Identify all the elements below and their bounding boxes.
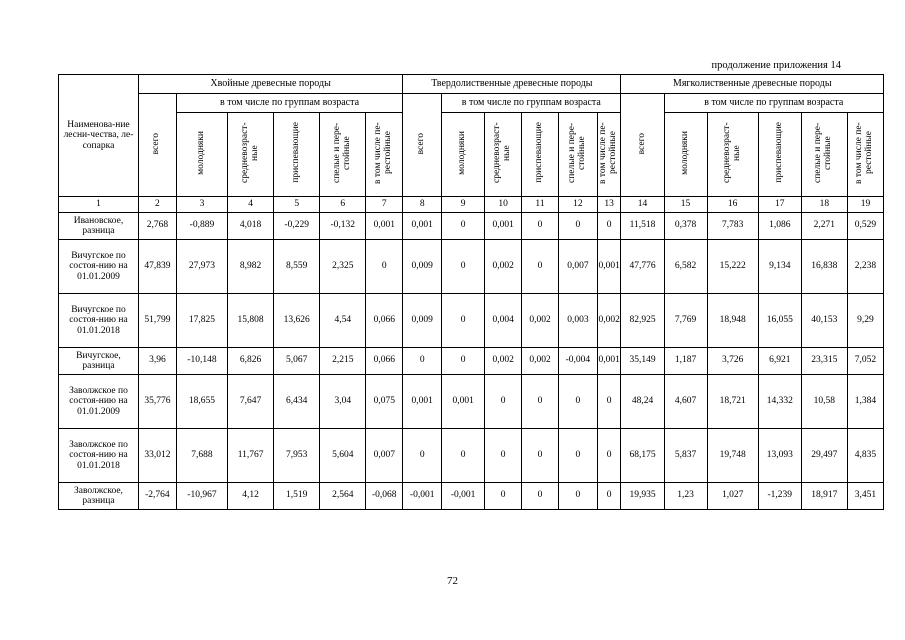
sub-header: спелые и пере-стойные (558, 113, 597, 197)
table-row (59, 483, 884, 510)
table-cell: 0 (366, 240, 403, 294)
table-cell: 1,23 (664, 483, 707, 510)
table-cell: 0 (403, 429, 442, 483)
column-number: 10 (485, 197, 522, 213)
name-col-header: Наименова-ние лесни-чества, ле-сопарка (59, 75, 139, 197)
column-number-row (59, 197, 884, 213)
table-cell: 0,066 (366, 348, 403, 375)
table-cell: 11,518 (621, 213, 664, 240)
table-cell: 48,24 (621, 375, 664, 429)
sub-header: молодняки (442, 113, 485, 197)
table-cell: 5,837 (664, 429, 707, 483)
table-cell: 0,529 (847, 213, 883, 240)
row-name: Заволжское по состоя-нию на 01.01.2009 (59, 375, 139, 429)
page-number: 72 (447, 575, 458, 587)
row-name: Вичугское, разница (59, 348, 139, 375)
table-cell: 6,826 (228, 348, 274, 375)
table-cell: 0 (442, 213, 485, 240)
table-cell: 2,238 (847, 240, 883, 294)
table-row (59, 429, 884, 483)
table-cell: 15,808 (228, 294, 274, 348)
table-cell: 1,027 (707, 483, 758, 510)
table-row (59, 348, 884, 375)
column-number: 19 (847, 197, 883, 213)
table-cell: 0,066 (366, 294, 403, 348)
sub-header: приспевающие (758, 113, 801, 197)
sub-header: спелые и пере-стойные (320, 113, 366, 197)
table-cell: 0,001 (597, 240, 621, 294)
table-cell: 1,519 (274, 483, 320, 510)
table-cell: 0 (485, 375, 522, 429)
row-name: Заволжское по состоя-нию на 01.01.2018 (59, 429, 139, 483)
column-number: 5 (274, 197, 320, 213)
table-cell: 7,783 (707, 213, 758, 240)
table-cell: 11,767 (228, 429, 274, 483)
column-number: 17 (758, 197, 801, 213)
table-cell: 3,04 (320, 375, 366, 429)
table-cell: 0 (522, 429, 559, 483)
table-cell: 0,002 (522, 294, 559, 348)
table-cell: -0,068 (366, 483, 403, 510)
table-cell: 0,002 (485, 240, 522, 294)
column-number: 4 (228, 197, 274, 213)
sub-header: в том числе пе-рестойные (597, 113, 621, 197)
table-cell: 8,559 (274, 240, 320, 294)
table-cell: 47,776 (621, 240, 664, 294)
table-cell: 0 (597, 429, 621, 483)
table-cell: 7,052 (847, 348, 883, 375)
row-name: Вичугское по состоя-нию на 01.01.2018 (59, 294, 139, 348)
total-header: всего (403, 94, 442, 197)
table-cell: 4,12 (228, 483, 274, 510)
table-cell: 16,838 (801, 240, 847, 294)
age-groups-header: в том числе по группам возраста (664, 94, 883, 113)
table-cell: -0,001 (403, 483, 442, 510)
table-cell: 3,96 (138, 348, 176, 375)
table-cell: 0 (485, 429, 522, 483)
table-cell: 0 (558, 375, 597, 429)
table-cell: 18,655 (176, 375, 227, 429)
continuation-note: продолжение приложения 14 (711, 60, 841, 71)
table-cell: 0 (442, 429, 485, 483)
column-number: 11 (522, 197, 559, 213)
table-cell: 35,776 (138, 375, 176, 429)
table-cell: 0 (597, 483, 621, 510)
age-groups-header: в том числе по группам возраста (176, 94, 402, 113)
table-cell: -10,148 (176, 348, 227, 375)
table-cell: 4,54 (320, 294, 366, 348)
table-cell: 5,067 (274, 348, 320, 375)
table-cell: 0,001 (403, 375, 442, 429)
table-row (59, 375, 884, 429)
sub-header: средневозраст-ные (485, 113, 522, 197)
table-cell: -0,132 (320, 213, 366, 240)
table-cell: 0,001 (403, 213, 442, 240)
table-cell: 3,451 (847, 483, 883, 510)
table-cell: -1,239 (758, 483, 801, 510)
table-cell: 0,009 (403, 240, 442, 294)
table-cell: 15,222 (707, 240, 758, 294)
table-cell: 35,149 (621, 348, 664, 375)
row-name: Заволжское, разница (59, 483, 139, 510)
column-number: 8 (403, 197, 442, 213)
table-cell: 29,497 (801, 429, 847, 483)
table-cell: -0,001 (442, 483, 485, 510)
table-cell: 68,175 (621, 429, 664, 483)
table-body (59, 213, 884, 510)
table-cell: 0 (442, 294, 485, 348)
table-cell: 0,007 (366, 429, 403, 483)
table-cell: 0 (522, 483, 559, 510)
table-cell: 7,688 (176, 429, 227, 483)
table-cell: 18,721 (707, 375, 758, 429)
table-cell: 13,626 (274, 294, 320, 348)
group-header-hardwood: Твердолиственные древесные породы (403, 75, 621, 94)
table-cell: 0,001 (485, 213, 522, 240)
table-cell: 0,007 (558, 240, 597, 294)
table-row (59, 213, 884, 240)
group-header-coniferous: Хвойные древесные породы (138, 75, 402, 94)
column-number: 14 (621, 197, 664, 213)
table-cell: 2,271 (801, 213, 847, 240)
group-header-softwood: Мягколиственные древесные породы (621, 75, 884, 94)
sub-header: приспевающие (522, 113, 559, 197)
sub-header: в том числе пе-рестойные (366, 113, 403, 197)
table-cell: 7,953 (274, 429, 320, 483)
table-cell: 2,768 (138, 213, 176, 240)
column-number: 15 (664, 197, 707, 213)
column-number: 6 (320, 197, 366, 213)
table-cell: 0,002 (597, 294, 621, 348)
table-cell: -0,004 (558, 348, 597, 375)
column-number: 3 (176, 197, 227, 213)
table-cell: 1,384 (847, 375, 883, 429)
total-header: всего (138, 94, 176, 197)
table-cell: 2,564 (320, 483, 366, 510)
table-cell: 47,839 (138, 240, 176, 294)
table-cell: 0 (558, 429, 597, 483)
table-cell: 13,093 (758, 429, 801, 483)
sub-header: молодняки (176, 113, 227, 197)
table-cell: 0,004 (485, 294, 522, 348)
table-cell: 0 (403, 348, 442, 375)
sub-header: приспевающие (274, 113, 320, 197)
table-cell: 19,935 (621, 483, 664, 510)
table-cell: 7,647 (228, 375, 274, 429)
table-cell: 0 (522, 240, 559, 294)
table-cell: 9,134 (758, 240, 801, 294)
table-cell: 19,748 (707, 429, 758, 483)
table-cell: 7,769 (664, 294, 707, 348)
table-cell: 0,001 (597, 348, 621, 375)
table-cell: 0,001 (366, 213, 403, 240)
table-cell: 9,29 (847, 294, 883, 348)
table-cell: 16,055 (758, 294, 801, 348)
forest-data-table (58, 74, 884, 510)
table-cell: 0 (558, 213, 597, 240)
table-cell: 0 (442, 348, 485, 375)
table-cell: 2,325 (320, 240, 366, 294)
table-cell: 4,835 (847, 429, 883, 483)
table-cell: 17,825 (176, 294, 227, 348)
table-cell: -0,889 (176, 213, 227, 240)
table-cell: 1,086 (758, 213, 801, 240)
table-cell: 0 (522, 375, 559, 429)
table-cell: 6,921 (758, 348, 801, 375)
table-cell: 0 (597, 213, 621, 240)
table-cell: 23,315 (801, 348, 847, 375)
table-cell: 4,607 (664, 375, 707, 429)
table-cell: 6,434 (274, 375, 320, 429)
table-cell: 10,58 (801, 375, 847, 429)
age-groups-header: в том числе по группам возраста (442, 94, 621, 113)
table-cell: 0,002 (522, 348, 559, 375)
table-cell: -10,967 (176, 483, 227, 510)
column-number: 2 (138, 197, 176, 213)
table-cell: 0,075 (366, 375, 403, 429)
table-cell: 0 (558, 483, 597, 510)
table-cell: 1,187 (664, 348, 707, 375)
table-cell: 0,003 (558, 294, 597, 348)
table-cell: 8,982 (228, 240, 274, 294)
table-cell: 27,973 (176, 240, 227, 294)
table-cell: 4,018 (228, 213, 274, 240)
table-cell: 3,726 (707, 348, 758, 375)
table-cell: 0 (522, 213, 559, 240)
sub-header: молодняки (664, 113, 707, 197)
table-cell: 82,925 (621, 294, 664, 348)
table-cell: 6,582 (664, 240, 707, 294)
table-cell: 0,009 (403, 294, 442, 348)
sub-header: спелые и пере-стойные (801, 113, 847, 197)
sub-header: средневозраст-ные (228, 113, 274, 197)
table-cell: -2,764 (138, 483, 176, 510)
column-number: 18 (801, 197, 847, 213)
table-cell: 5,604 (320, 429, 366, 483)
table-cell: 0,002 (485, 348, 522, 375)
table-cell: 0 (597, 375, 621, 429)
table-row (59, 294, 884, 348)
sub-header: средневозраст-ные (707, 113, 758, 197)
table-cell: 51,799 (138, 294, 176, 348)
column-number: 7 (366, 197, 403, 213)
column-number: 13 (597, 197, 621, 213)
column-number: 12 (558, 197, 597, 213)
table-cell: 18,917 (801, 483, 847, 510)
table-cell: 0 (485, 483, 522, 510)
table-row (59, 240, 884, 294)
table-cell: -0,229 (274, 213, 320, 240)
sub-header: в том числе пе-рестойные (847, 113, 883, 197)
table-cell: 2,215 (320, 348, 366, 375)
table-cell: 18,948 (707, 294, 758, 348)
total-header: всего (621, 94, 664, 197)
table-cell: 40,153 (801, 294, 847, 348)
column-number: 16 (707, 197, 758, 213)
table-cell: 14,332 (758, 375, 801, 429)
column-number: 1 (59, 197, 139, 213)
table-cell: 0,001 (442, 375, 485, 429)
column-number: 9 (442, 197, 485, 213)
table-cell: 0,378 (664, 213, 707, 240)
row-name: Вичугское по состоя-нию на 01.01.2009 (59, 240, 139, 294)
table-cell: 33,012 (138, 429, 176, 483)
table-cell: 0 (442, 240, 485, 294)
row-name: Ивановское, разница (59, 213, 139, 240)
